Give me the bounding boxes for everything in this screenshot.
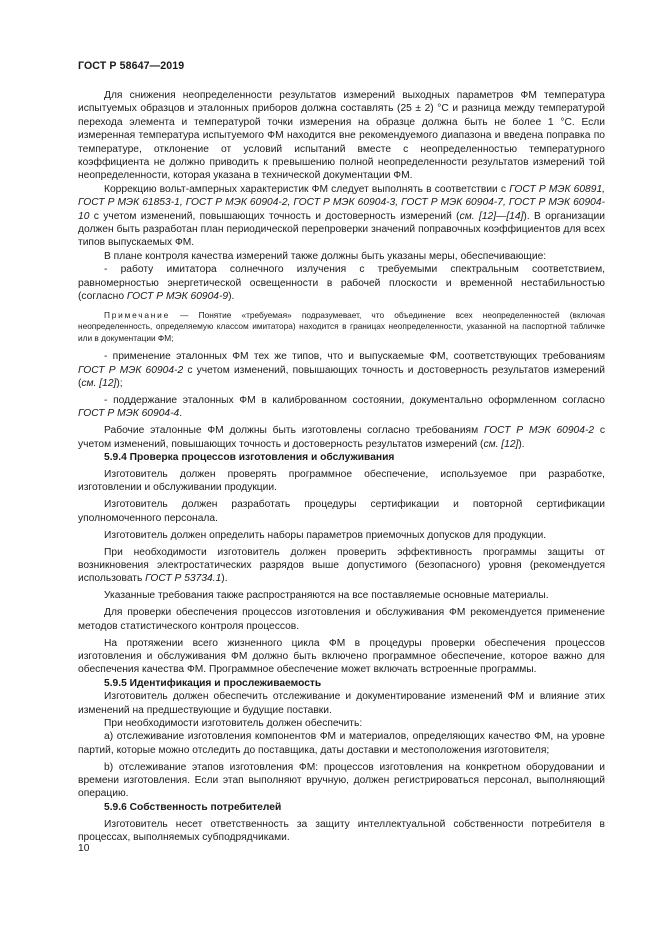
paragraph: Изготовитель должен определить наборы параметров приемочных допусков для продукции. xyxy=(104,529,547,541)
text: с учетом изменений, повышающих точность и достоверность результатов измерений ( xyxy=(78,364,605,390)
text: - работу имитатора солнечного излучения с требуемыми спектральным соответствием, равномерностью энергетической освещенности в рабочей плоскости и временной нестабильностью (согласно xyxy=(78,264,605,303)
paragraph xyxy=(78,546,605,586)
paragraph-quality-plan: В плане контроля качества измерений также должны быть указаны меры, обеспечивающие: xyxy=(104,250,547,262)
paragraph: На протяжении всего жизненного цикла ФМ в процедуры проверки обеспечения процессов изготовления и обслуживания ФМ должно быть включено программное обеспечение, которое важно для обеспечения качества ФМ. Программное обеспечение может включать встроенные программы. xyxy=(78,637,605,676)
paragraph: Изготовитель должен разработать процедуры сертификации и повторной сертификации уполномоченного персонала. xyxy=(78,499,605,524)
list-item: b) отслеживание этапов изготовления ФМ: процессов изготовления на конкретном оборудовании и времени изготовления. Если этап выполняют вручную, должен регистрироваться персонал, выполняющий операцию. xyxy=(78,761,605,800)
text: ). xyxy=(221,573,228,585)
note-label: Примечание xyxy=(104,309,171,320)
section-heading-5-9-4: 5.9.4 Проверка процессов изготовления и обслуживания xyxy=(104,452,395,464)
bibliography-ref: см. [12] xyxy=(483,438,519,450)
text: - поддержание эталонных ФМ в калиброванном состоянии, документально оформленном согласно xyxy=(104,395,605,406)
text: ). В организации должен быть разработан план периодической перепроверки значений поправочных коэффициентов для всех типов выпускаемых ФМ. xyxy=(78,210,605,249)
paragraph-reference-modules xyxy=(78,350,605,390)
paragraph-iv-correction xyxy=(78,183,605,250)
standard-ref: ГОСТ Р МЭК 60904-2 xyxy=(483,425,595,437)
list-item: а) отслеживание изготовления компонентов ФМ и материалов, определяющих качество ФМ, на уровне партий, которые можно отследить до поставщика, даты доставки и местоположения изготовителя; xyxy=(78,731,605,756)
standard-ref: ГОСТ Р МЭК 60904-9 xyxy=(126,291,229,303)
paragraph: При необходимости изготовитель должен обеспечить: xyxy=(104,717,363,729)
paragraph: Изготовитель должен проверять программное обеспечение, используемое при разработке, изготовлении и обслуживании продукции. xyxy=(78,469,605,494)
paragraph-calibration xyxy=(78,394,605,421)
text: с учетом изменений, повышающих точность и достоверность измерений ( xyxy=(89,210,460,222)
standard-ref: ГОСТ Р МЭК 60904-2 xyxy=(78,364,184,376)
text: Коррекцию вольт-амперных характеристик ФМ следует выполнять в соответствии с xyxy=(104,183,510,195)
paragraph-temperature: Для снижения неопределенности результатов измерений выходных параметров ФМ температура испытуемых образцов и эталонных приборов должна составлять (25 ± 2) °С и разница между температурой перехода элемента и температурой точки измерения на образце должна быть не более 1 °С. Если измеренная температура испытуемого ФМ находится вне рекомендуемого диапазона и введена поправка по температуре, отклонение от условий испытаний вместе с неопределенностью температурного коэффициента не должно приводить к превышению полной неопределенности результатов измерений той неопределенности, которая указана в технической документации ФМ. xyxy=(78,90,605,182)
bibliography-ref: см. [12] xyxy=(81,378,117,390)
text: ). xyxy=(518,438,525,450)
text: - применение эталонных ФМ тех же типов, что и выпускаемые ФМ, соответствующих требованиям xyxy=(104,351,605,363)
note-text: — Понятие «требуемая» подразумевает, что объединение всех неопределенностей (включая неопределенность, определяемую классом имитатора) находится в границах неопределенности, указанной на паспортной табличке или в документации ФМ; xyxy=(78,309,605,343)
page-content xyxy=(78,89,605,845)
text: ); xyxy=(116,378,123,390)
bibliography-ref: см. [12]—[14] xyxy=(459,210,524,222)
document-header: ГОСТ Р 58647—2019 xyxy=(78,60,185,72)
paragraph-simulator xyxy=(78,263,605,303)
text: с учетом изменений, повышающих точность и достоверность результатов измерений ( xyxy=(78,425,605,450)
paragraph: Изготовитель должен обеспечить отслеживание и документирование изменений ФМ и влияние этих изменений на предшествующие и будущие поставки. xyxy=(78,691,605,716)
section-heading-5-9-6: 5.9.6 Собственность потребителей xyxy=(104,801,282,813)
standard-refs: ГОСТ Р МЭК 60891, ГОСТ Р МЭК 61853-1, ГОСТ Р МЭК 60904-2, ГОСТ Р МЭК 60904-3, ГОСТ Р МЭК 60904-7, ГОСТ Р МЭК 60904-10 xyxy=(78,183,606,222)
text: При необходимости изготовитель должен проверить эффективность программы защиты от возникновения электростатических разрядов выше допустимого (безопасного) уровня (рекомендуется использовать xyxy=(78,546,605,585)
section-heading-5-9-5: 5.9.5 Идентификация и прослеживаемость xyxy=(104,677,322,689)
paragraph: Изготовитель несет ответственность за защиту интеллектуальной собственности потребителя в процессах, выполняемых субподрядчиками. xyxy=(78,818,605,844)
paragraph: Для проверки обеспечения процессов изготовления и обслуживания ФМ рекомендуется применение методов статистического контроля процессов. xyxy=(78,607,605,632)
text: ). xyxy=(228,291,235,303)
text: . xyxy=(179,408,183,420)
note xyxy=(78,310,605,345)
text: Рабочие эталонные ФМ должны быть изготовлены согласно требованиям xyxy=(104,425,484,437)
page-number: 10 xyxy=(78,843,90,854)
paragraph-working-references xyxy=(78,424,605,451)
standard-ref: ГОСТ Р 53734.1 xyxy=(145,573,222,585)
standard-ref: ГОСТ Р МЭК 60904-4 xyxy=(78,408,180,420)
paragraph: Указанные требования также распространяются на все поставляемые основные материалы. xyxy=(104,590,549,602)
